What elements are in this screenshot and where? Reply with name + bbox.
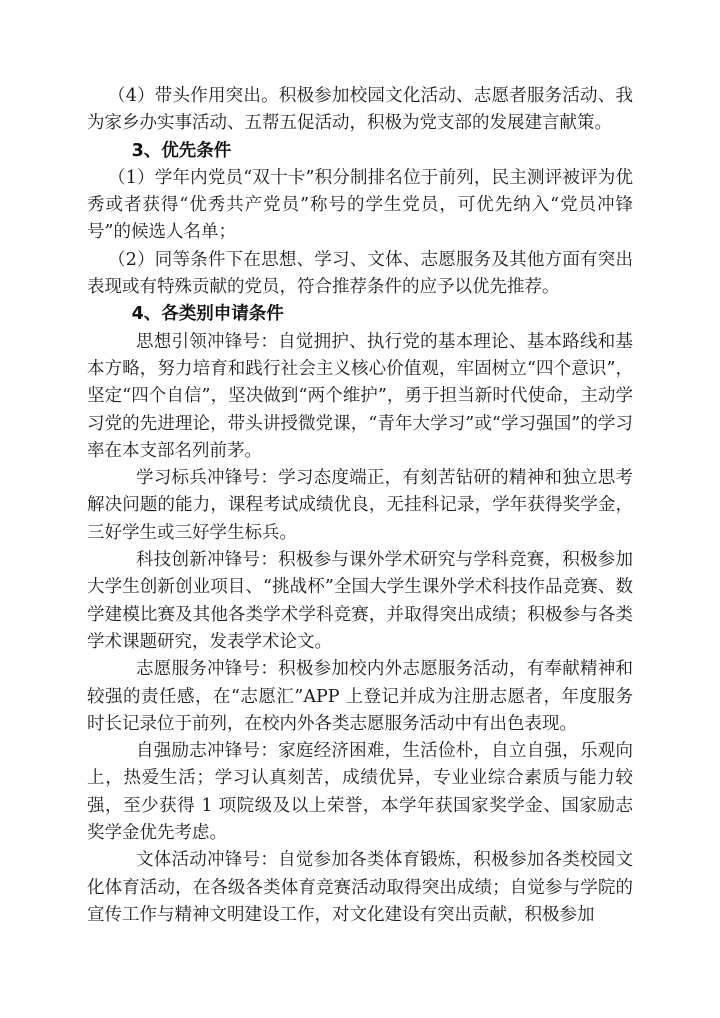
paragraph-priority-condition-2: （2）同等条件下在思想、学习、文体、志愿服务及其他方面有突出表现或有特殊贡献的党员，符合推荐条件的应予以优先推荐。 (87, 249, 633, 298)
document-body (87, 83, 633, 929)
paragraph-volunteer-service: 志愿服务冲锋号：积极参加校内外志愿服务活动，有奉献精神和较强的责任感，在“志愿汇”APP 上登记并成为注册志愿者，年度服务时长记录位于前列，在校内外各类志愿服务活动中有出色表现。 (87, 659, 633, 734)
paragraph-self-improvement: 自强励志冲锋号：家庭经济困难，生活俭朴，自立自强，乐观向上，热爱生活；学习认真刻苦，成绩优异，专业业综合素质与能力较强，至少获得 1 项院级及以上荣誉，本学年获国家奖学金、国家励志奖学金优先考虑。 (87, 741, 633, 844)
paragraph-culture-sports: 文体活动冲锋号：自觉参加各类体育锻炼，积极参加各类校园文化体育活动，在各级各类体育竞赛活动取得突出成绩；自觉参与学院的宣传工作与精神文明建设工作，对文化建设有突出贡献，积极参加 (87, 850, 633, 925)
paragraph-priority-condition-1: （1）学年内党员“双十卡”积分制排名位于前列，民主测评被评为优秀或者获得“优秀共产党员”称号的学生党员，可优先纳入“党员冲锋号”的候选人名单； (87, 167, 633, 243)
paragraph-study-model: 学习标兵冲锋号：学习态度端正，有刻苦钻研的精神和独立思考解决问题的能力，课程考试成绩优良，无挂科记录，学年获得奖学金，三好学生或三好学生标兵。 (87, 468, 633, 543)
paragraph-thought-leadership: 思想引领冲锋号：自觉拥护、执行党的基本理论、基本路线和基本方略，努力培育和践行社会主义核心价值观，牢固树立“四个意识”，坚定“四个自信”，坚决做到“两个维护”，勇于担当新时代使命，主动学习党的先进理论，带头讲授微党课，“青年大学习”或“学习强国”的学习率在本支部名列前茅。 (87, 331, 633, 461)
paragraph-item-4-lead-role: （4）带头作用突出。积极参加校园文化活动、志愿者服务活动、我为家乡办实事活动、五帮五促活动，积极为党支部的发展建言献策。 (87, 86, 633, 134)
paragraph-tech-innovation: 科技创新冲锋号：积极参与课外学术研究与学科竞赛，积极参加大学生创新创业项目、“挑战杯”全国大学生课外学术科技作品竞赛、数学建模比赛及其他各类学术学科竞赛，并取得突出成绩；积极参与各类学术课题研究，发表学术论文。 (87, 550, 633, 652)
heading-category-application-conditions: 4、各类别申请条件 (131, 304, 284, 325)
heading-priority-conditions: 3、优先条件 (131, 140, 232, 161)
